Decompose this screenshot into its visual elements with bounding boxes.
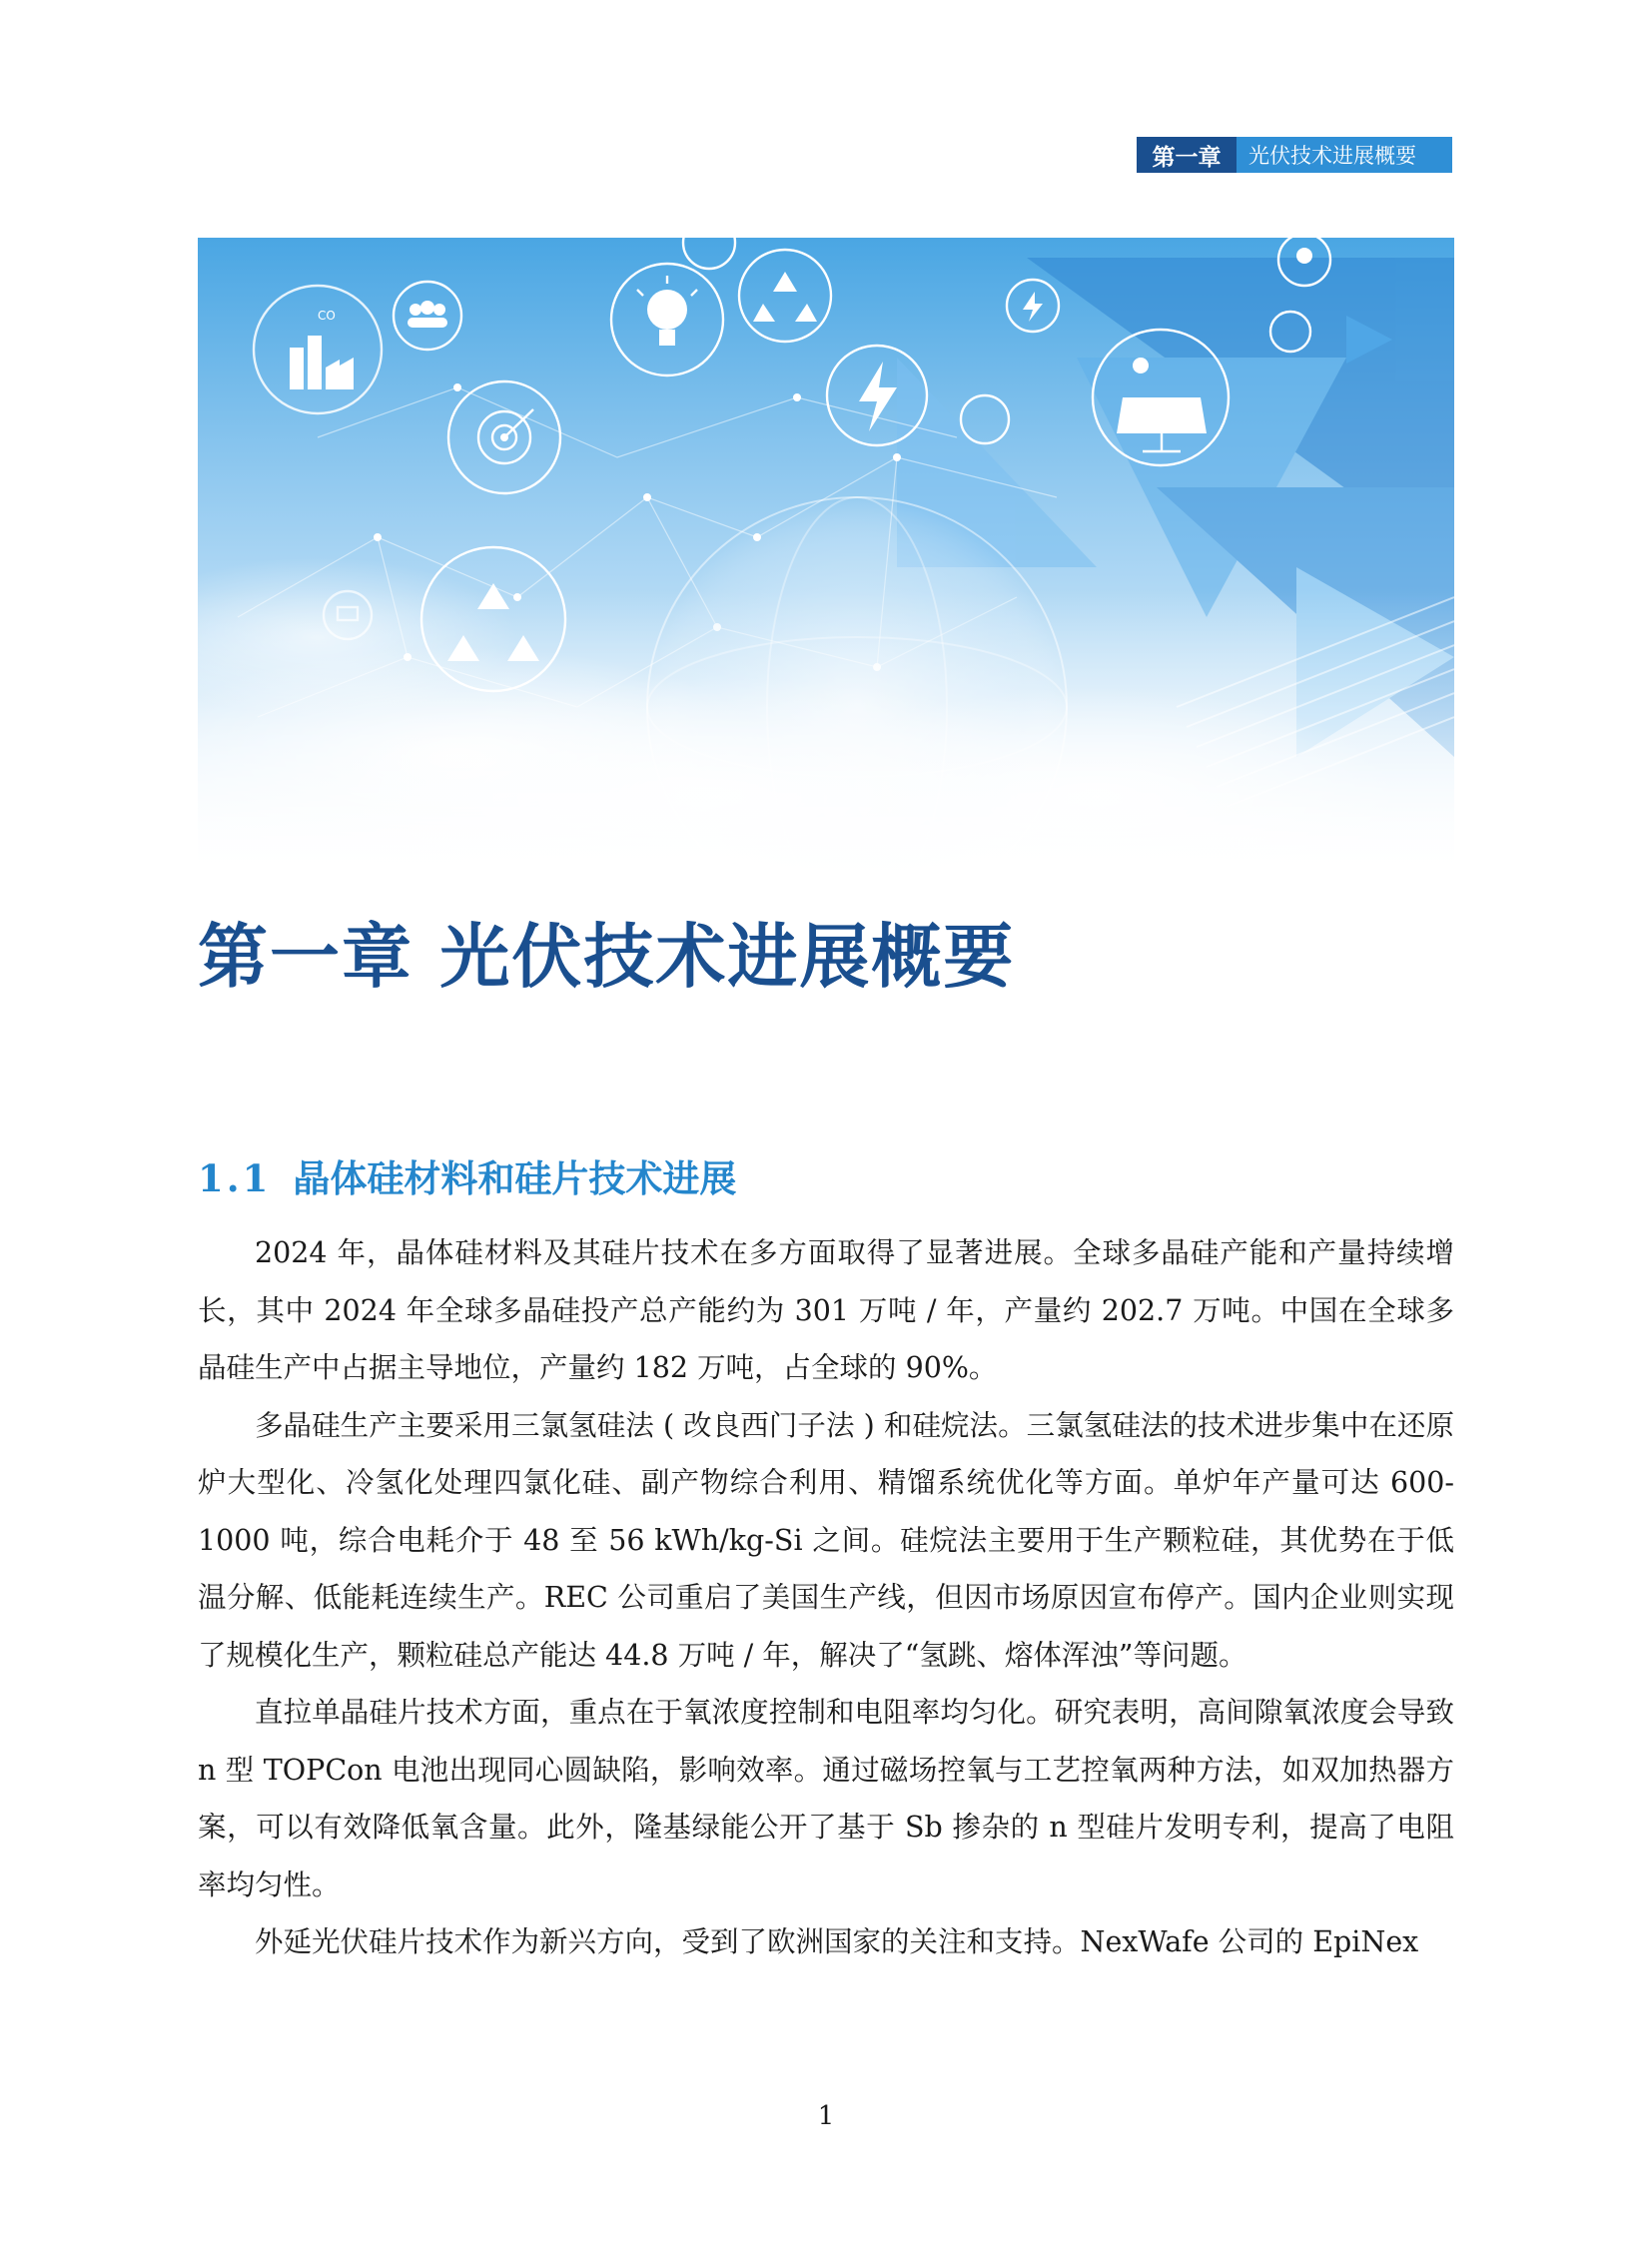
section-number: 1.1	[198, 1156, 272, 1200]
paragraph: 外延光伏硅片技术作为新兴方向，受到了欧洲国家的关注和支持。NexWafe 公司的 EpiNex	[255, 1925, 1419, 1958]
paragraph: 直拉单晶硅片技术方面，重点在于氧浓度控制和电阻率均匀化。研究表明，高间隙氧浓度会导致 n 型 TOPCon 电池出现同心圆缺陷，影响效率。通过磁场控氧与工艺控氧两种方法，如双加热器方案，可以有效降低氧含量。此外，隆基绿能公开了基于 Sb 掺杂的 n 型硅片发明专利，提高了电阻率均匀性。	[198, 1696, 1454, 1901]
page-number: 1	[817, 2101, 835, 2131]
paragraph: 2024 年，晶体硅材料及其硅片技术在多方面取得了显著进展。全球多晶硅产能和产量持续增长，其中 2024 年全球多晶硅投产总产能约为 301 万吨 / 年，产量约 202.7 万吨。中国在全球多晶硅生产中占据主导地位，产量约 182 万吨，占全球的 90%。	[198, 1236, 1454, 1384]
section-title: 晶体硅材料和硅片技术进展	[293, 1156, 737, 1200]
running-header	[1137, 137, 1452, 173]
running-header-chapter: 第一章	[1137, 137, 1237, 173]
paragraph: 多晶硅生产主要采用三氯氢硅法 ( 改良西门子法 ) 和硅烷法。三氯氢硅法的技术进步集中在还原炉大型化、冷氢化处理四氯化硅、副产物综合利用、精馏系统优化等方面。单炉年产量可达 600-1000 吨，综合电耗介于 48 至 56 kWh/kg-Si 之间。硅烷法主要用于生产颗粒硅，其优势在于低温分解、低能耗连续生产。REC 公司重启了美国生产线，但因市场原因宣布停产。国内企业则实现了规模化生产，颗粒硅总产能达 44.8 万吨 / 年，解决了“氢跳、熔体浑浊”等问题。	[198, 1408, 1454, 1672]
chapter-banner-image	[198, 238, 1454, 879]
running-header-topic: 光伏技术进展概要	[1237, 137, 1452, 173]
body-text	[198, 1224, 1454, 1971]
chapter-title: 第一章 光伏技术进展概要	[198, 915, 1016, 998]
section-heading	[198, 1148, 736, 1202]
